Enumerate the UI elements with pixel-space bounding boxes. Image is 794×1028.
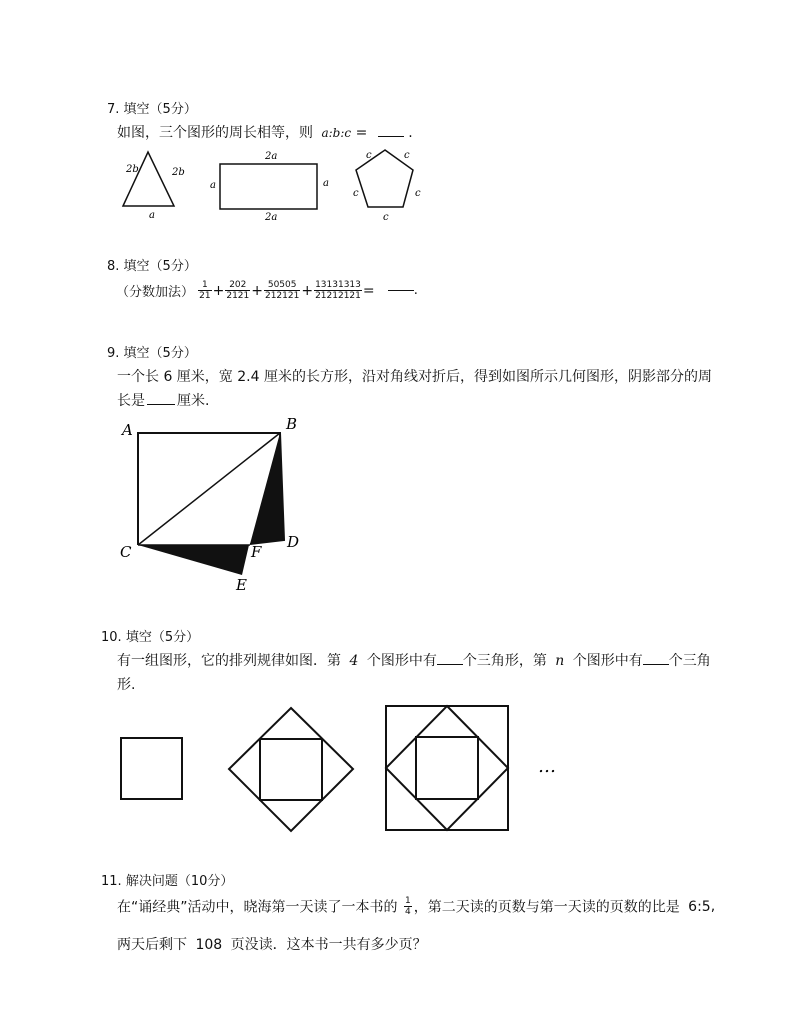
q10-text-b: 个图形中有 [366, 653, 437, 669]
q8-plus-2: + [251, 282, 263, 299]
q8-plus-1: + [212, 282, 225, 299]
q10-text-a: 有一组图形，它的排列规律如图．第 [117, 653, 341, 669]
q7-ratio: a:b:c [321, 126, 352, 140]
q7-tri-left-label: 2b [126, 164, 139, 175]
q10-figure2-diamond [229, 708, 353, 831]
q10-line1 [117, 650, 711, 670]
q11-line1 [117, 896, 715, 917]
q10-ellipsis: … [538, 756, 556, 777]
q8-heading [107, 255, 197, 274]
q7-pent-label-tl: c [366, 150, 372, 161]
q9-figure [115, 412, 315, 597]
q11-text-d: 两天后剩下 [117, 937, 187, 953]
q9-label-B: B [286, 415, 298, 433]
q9-type: 填空（5分） [123, 346, 197, 361]
q9-label-F: F [251, 543, 262, 561]
q7-tri-right-label: 2b [172, 167, 185, 178]
q8-fraction-3: $\frac{50505}{212121}$ [264, 280, 300, 301]
q10-figure3-diamond [386, 706, 508, 830]
q10-type: 填空（5分） [125, 630, 200, 645]
q7-rect-top-label: 2a [265, 151, 278, 162]
q9-line2-prefix: 长是 [117, 393, 145, 409]
q7-rect-left-label: a [210, 180, 216, 191]
q7-equals: = [355, 125, 368, 141]
q10-figure3-inner-square [416, 737, 478, 799]
q7-rectangle [220, 164, 317, 209]
q11-text-b: ，第二天读的页数与第一天读的页数的比是 [413, 899, 680, 916]
q10-variable-n: n [555, 653, 565, 669]
q8-number: 8. [107, 259, 120, 274]
q10-figure [110, 700, 570, 840]
q10-text-e: 个三角 [668, 653, 711, 669]
q8-fraction-4: $\frac{13131313}{21212121}$ [315, 280, 361, 301]
q10-figure1-square [121, 738, 182, 799]
q10-figure3-outer-square [386, 706, 508, 830]
q11-number: 11. [101, 874, 122, 889]
q10-answer-blank-2[interactable] [643, 664, 669, 665]
q11-text-e: 页没读．这本书一共有多少页？ [230, 937, 427, 953]
q8-prefix: （分数加法） [116, 285, 195, 300]
q7-text [117, 122, 413, 142]
q9-number: 9. [107, 346, 120, 361]
q8-period: . [413, 283, 418, 298]
q9-shaded-triangle-right [250, 433, 284, 544]
q10-text-d: 个图形中有 [572, 653, 643, 669]
q7-period: . [408, 125, 413, 141]
q10-number: 10. [101, 630, 122, 645]
q11-fraction: $\frac{1}{4}$ [404, 896, 411, 917]
q8-plus-3: + [301, 282, 314, 299]
q8-equals: = [362, 282, 375, 299]
q7-rect-bottom-label: 2a [265, 212, 278, 223]
q10-heading [101, 626, 199, 645]
q10-figure2-inner-square [260, 739, 322, 800]
q9-line1: 一个长 6 厘米，宽 2.4 厘米的长方形，沿对角线对折后，得到如图所示几何图形，阴影部分的周 [117, 369, 712, 385]
q7-pent-label-r: c [415, 188, 421, 199]
q8-answer-blank[interactable] [388, 290, 414, 291]
q11-pages-number: 108 [195, 937, 223, 953]
q9-label-A: A [122, 421, 133, 439]
q7-heading [107, 98, 197, 117]
q11-line2 [117, 934, 427, 954]
q10-number-4: 4 [349, 653, 359, 669]
q7-figure [110, 142, 430, 224]
q7-pent-label-tr: c [404, 150, 410, 161]
q10-answer-blank-1[interactable] [437, 664, 463, 665]
q11-text-a: 在“诵经典”活动中，晓海第一天读了一本书的 [117, 899, 398, 916]
q9-label-E: E [236, 576, 247, 594]
q7-answer-blank[interactable] [378, 136, 404, 137]
q10-line2: 形. [117, 677, 136, 693]
q11-type: 解决问题（10分） [125, 874, 234, 889]
q9-label-D: D [287, 533, 300, 551]
q11-ratio: 6:5 [688, 898, 711, 915]
q7-tri-bottom-label: a [149, 210, 155, 221]
q7-type: 填空（5分） [123, 102, 197, 117]
q9-shaded-triangle-bottom [138, 545, 249, 575]
q7-pent-label-b: c [383, 212, 389, 223]
q7-triangle [123, 152, 174, 206]
q7-text-prefix: 如图，三个图形的周长相等，则 [117, 125, 313, 141]
q11-text-c: , [710, 898, 716, 915]
q8-fraction-1: $\frac{1}{21}$ [199, 280, 211, 301]
q9-heading [107, 342, 197, 361]
q9-label-C: C [120, 543, 132, 561]
q9-line2 [117, 390, 209, 410]
q9-line2-suffix: 厘米. [177, 393, 210, 409]
q8-type: 填空（5分） [123, 259, 197, 274]
q10-text-c: 个三角形，第 [462, 653, 547, 669]
q8-expression [116, 280, 418, 301]
q7-number: 7. [107, 102, 120, 117]
q8-fraction-2: $\frac{202}{2121}$ [226, 280, 250, 301]
q11-heading [101, 870, 233, 889]
q9-answer-blank[interactable] [147, 404, 175, 405]
q7-rect-right-label: a [323, 178, 329, 189]
q7-pent-label-l: c [353, 188, 359, 199]
